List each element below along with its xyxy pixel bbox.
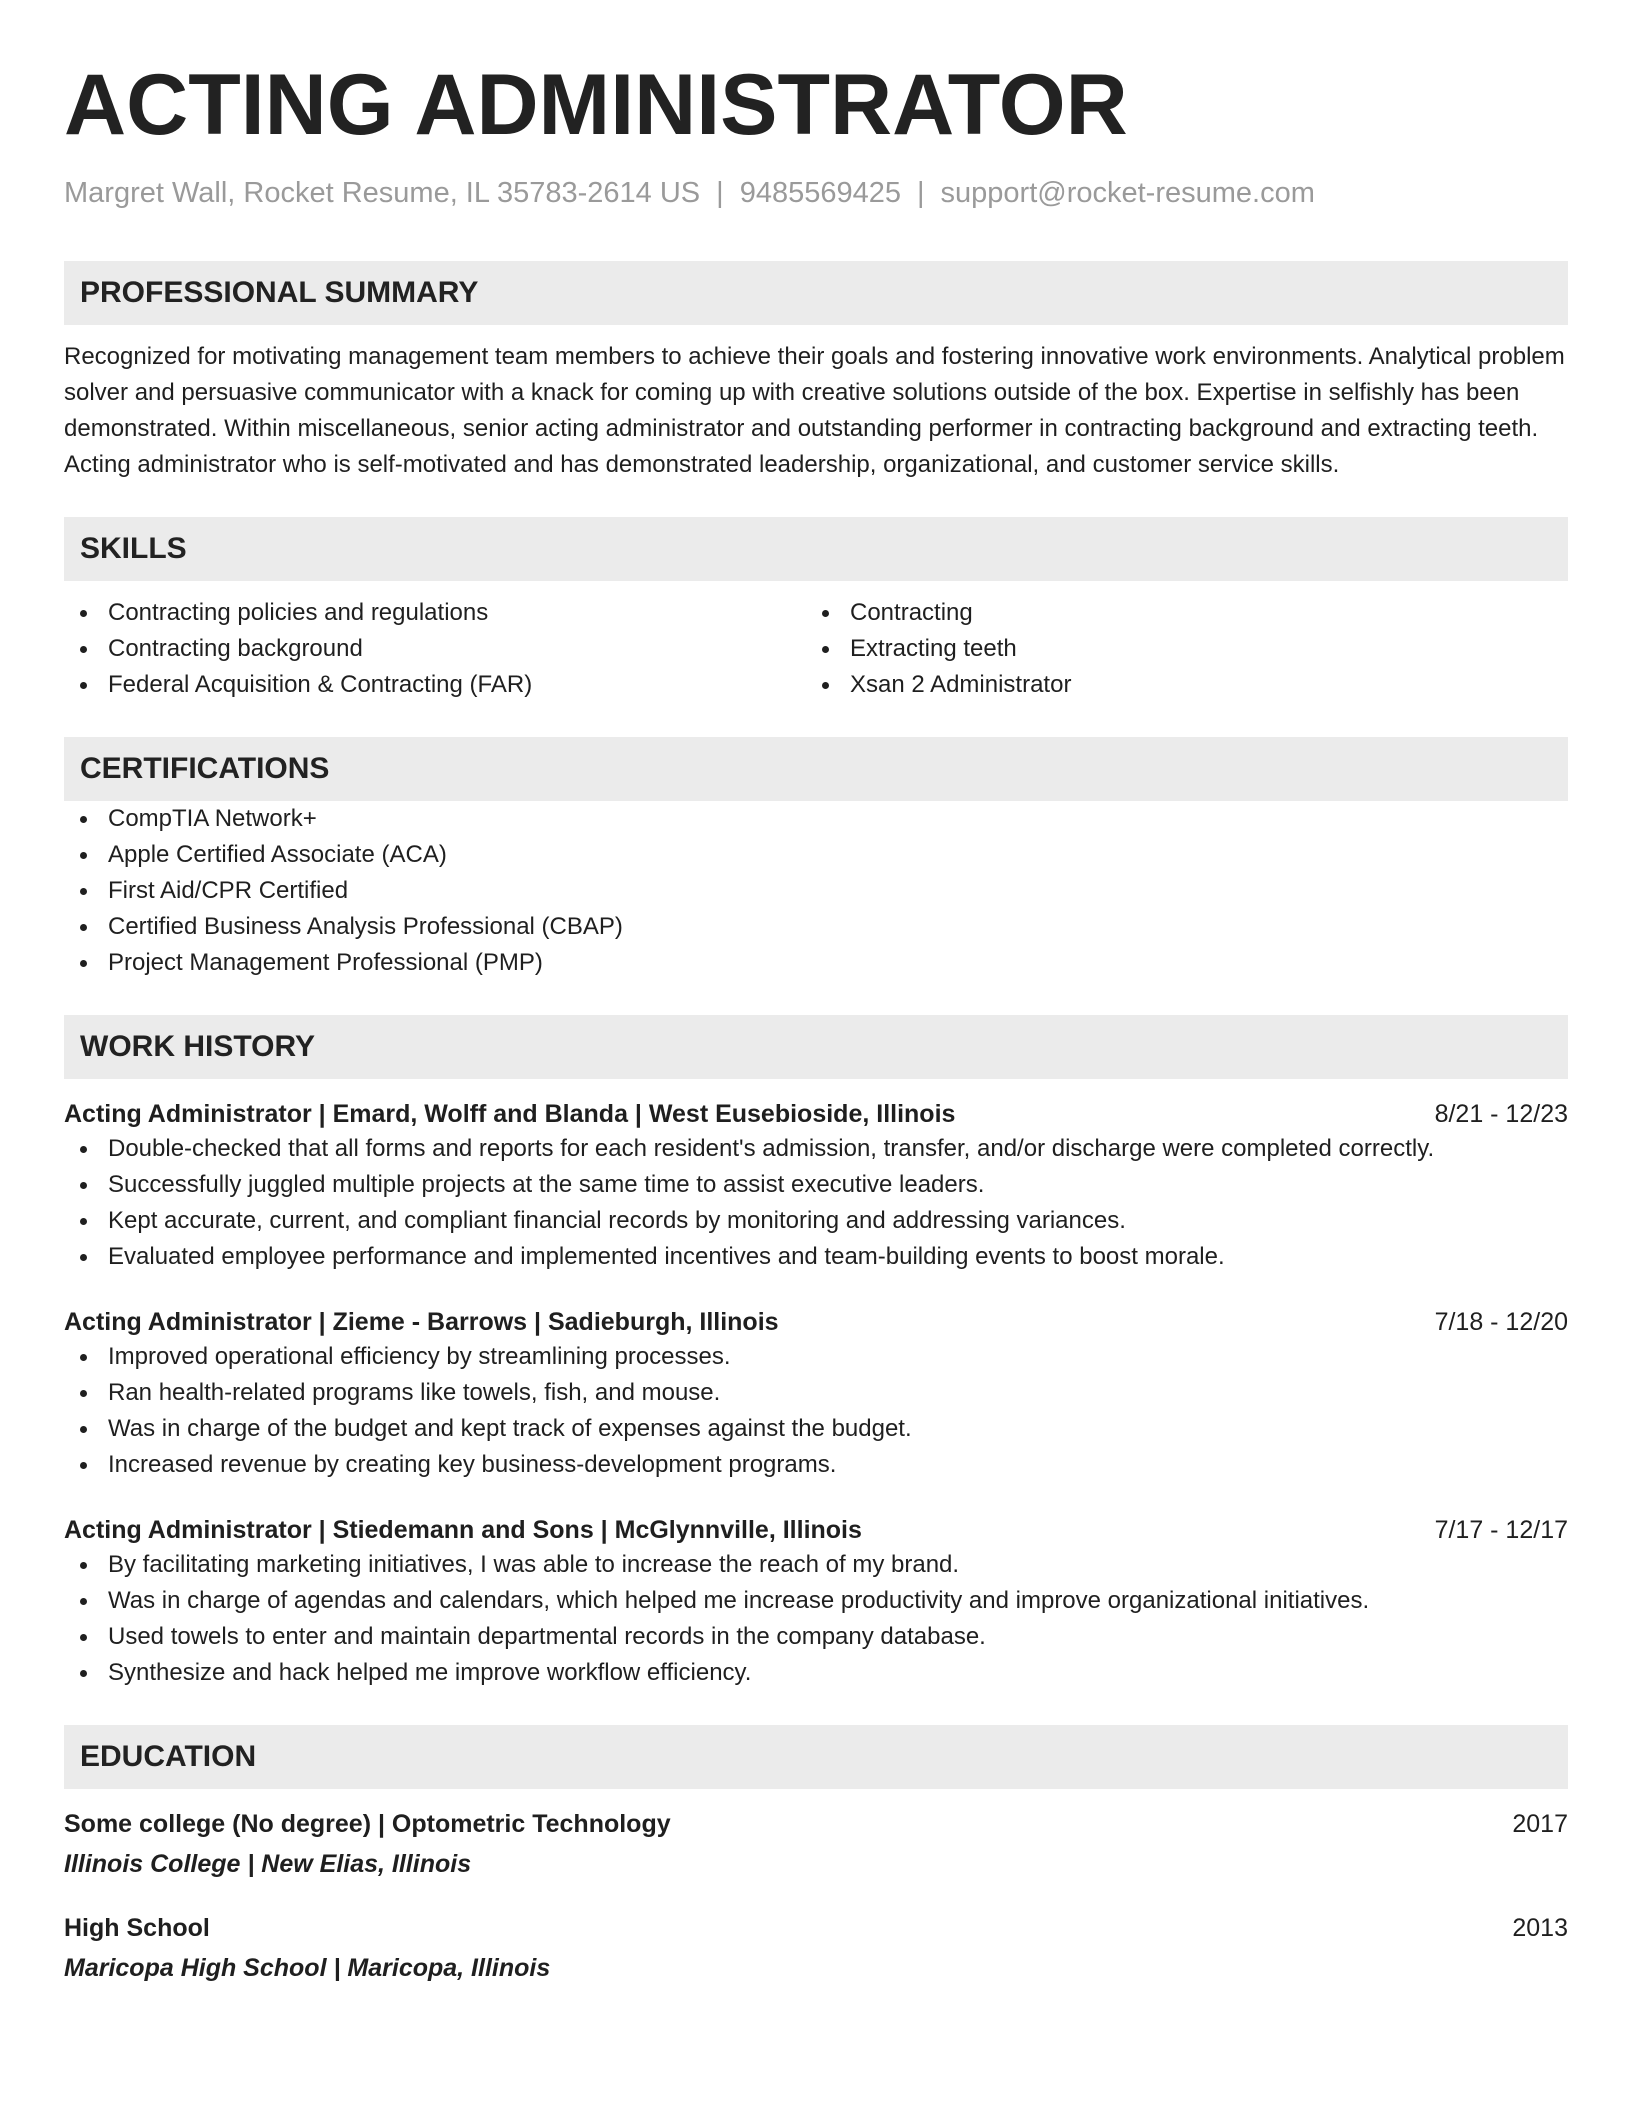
- education-header: [64, 1911, 1568, 1945]
- certifications-section: [64, 737, 1568, 981]
- job-dates: 7/17 - 12/17: [1434, 1515, 1568, 1544]
- skill-item: Xsan 2 Administrator: [806, 667, 1548, 703]
- education-school: Maricopa High School | Maricopa, Illinois: [64, 1953, 551, 1982]
- job-header: [64, 1513, 1568, 1547]
- job-header: [64, 1097, 1568, 1131]
- job-bullet: Used towels to enter and maintain departmental records in the company database.: [64, 1619, 1568, 1655]
- job-bullet: By facilitating marketing initiatives, I was able to increase the reach of my brand.: [64, 1547, 1568, 1583]
- job-bullet: Synthesize and hack helped me improve workflow efficiency.: [64, 1655, 1568, 1691]
- job-bullet: Ran health-related programs like towels, fish, and mouse.: [64, 1375, 1568, 1411]
- education-entry: [64, 1911, 1568, 1985]
- job-bullets: [64, 1339, 1568, 1483]
- job-title: Acting Administrator | Emard, Wolff and Blanda | West Eusebioside, Illinois: [64, 1099, 956, 1128]
- education-school: Illinois College | New Elias, Illinois: [64, 1849, 472, 1878]
- skills-column-right: [806, 595, 1548, 703]
- section-heading-certifications: CERTIFICATIONS: [64, 737, 1568, 801]
- contact-phone: 9485569425: [739, 177, 901, 209]
- job-bullets: [64, 1547, 1568, 1691]
- job-dates: 7/18 - 12/20: [1434, 1307, 1568, 1336]
- contact-line: [64, 176, 1568, 211]
- skill-item: Contracting background: [64, 631, 806, 667]
- skills-section: [64, 517, 1568, 703]
- skill-item: Extracting teeth: [806, 631, 1548, 667]
- certification-item: Project Management Professional (PMP): [64, 945, 1568, 981]
- job-bullet: Increased revenue by creating key business-development programs.: [64, 1447, 1568, 1483]
- certification-item: First Aid/CPR Certified: [64, 873, 1568, 909]
- skills-column-left: [64, 595, 806, 703]
- job-bullet: Was in charge of agendas and calendars, which helped me increase productivity and improve organizational initiatives.: [64, 1583, 1568, 1619]
- job-bullet: Kept accurate, current, and compliant financial records by monitoring and addressing variances.: [64, 1203, 1568, 1239]
- job-entry: [64, 1097, 1568, 1275]
- section-heading-work-history: WORK HISTORY: [64, 1015, 1568, 1079]
- job-title: Acting Administrator | Zieme - Barrows | Sadieburgh, Illinois: [64, 1307, 779, 1336]
- education-section: [64, 1725, 1568, 1985]
- resume-title: ACTING ADMINISTRATOR: [64, 57, 1128, 153]
- certification-item: Apple Certified Associate (ACA): [64, 837, 1568, 873]
- skill-item: Contracting policies and regulations: [64, 595, 806, 631]
- job-header: [64, 1305, 1568, 1339]
- contact-separator: |: [716, 177, 724, 209]
- job-bullet: Successfully juggled multiple projects at the same time to assist executive leaders.: [64, 1167, 1568, 1203]
- section-heading-summary: PROFESSIONAL SUMMARY: [64, 261, 1568, 325]
- contact-address: Margret Wall, Rocket Resume, IL 35783-2614 US: [64, 177, 701, 209]
- contact-email: support@rocket-resume.com: [940, 177, 1315, 209]
- skill-item: Federal Acquisition & Contracting (FAR): [64, 667, 806, 703]
- certification-item: CompTIA Network+: [64, 801, 1568, 837]
- section-heading-education: EDUCATION: [64, 1725, 1568, 1789]
- skills-grid: [64, 595, 1568, 703]
- job-bullet: Evaluated employee performance and implemented incentives and team-building events to boost morale.: [64, 1239, 1568, 1275]
- job-entry: [64, 1305, 1568, 1483]
- job-bullets: [64, 1131, 1568, 1275]
- section-heading-skills: SKILLS: [64, 517, 1568, 581]
- education-header: [64, 1807, 1568, 1841]
- summary-text: Recognized for motivating management team members to achieve their goals and fostering innovative work environments. Analytical problem solver and persuasive communicator with a knack for coming up with creative solutions outside of the box. Expertise in selfishly has been demonstrated. Within miscellaneous, senior acting administrator and outstanding performer in contracting background and extracting teeth. Acting administrator who is self-motivated and has demonstrated leadership, organizational, and customer service skills.: [64, 342, 1565, 478]
- job-title: Acting Administrator | Stiedemann and Sons | McGlynnville, Illinois: [64, 1515, 862, 1544]
- certification-item: Certified Business Analysis Professional (CBAP): [64, 909, 1568, 945]
- education-entry: [64, 1807, 1568, 1881]
- job-dates: 8/21 - 12/23: [1434, 1099, 1568, 1128]
- skill-item: Contracting: [806, 595, 1548, 631]
- education-degree: Some college (No degree) | Optometric Technology: [64, 1809, 671, 1838]
- education-year: 2017: [1512, 1809, 1568, 1838]
- job-bullet: Improved operational efficiency by streamlining processes.: [64, 1339, 1568, 1375]
- education-year: 2013: [1512, 1913, 1568, 1942]
- education-degree: High School: [64, 1913, 210, 1942]
- job-bullet: Double-checked that all forms and reports for each resident's admission, transfer, and/or discharge were completed correctly.: [64, 1131, 1568, 1167]
- job-bullet: Was in charge of the budget and kept track of expenses against the budget.: [64, 1411, 1568, 1447]
- summary-section: [64, 261, 1568, 483]
- contact-separator: |: [916, 177, 925, 209]
- job-entry: [64, 1513, 1568, 1691]
- work-history-section: [64, 1015, 1568, 1691]
- certification-list: [64, 801, 1568, 981]
